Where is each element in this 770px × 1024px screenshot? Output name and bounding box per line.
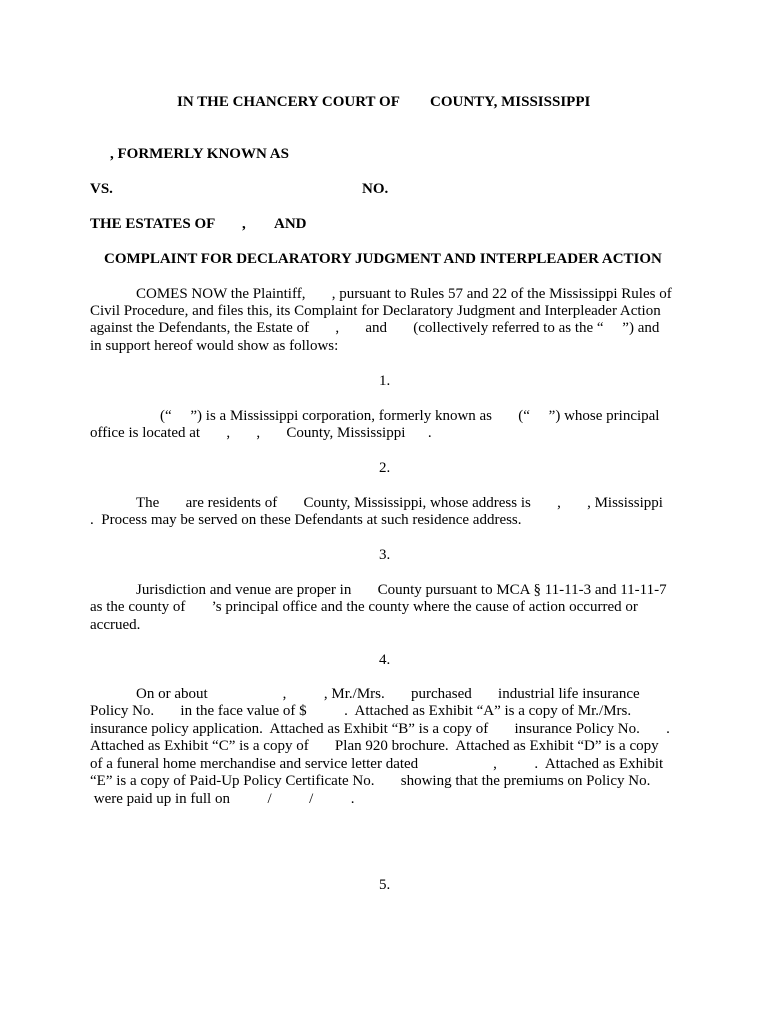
paragraph-number: 5. (379, 877, 391, 893)
paragraph-number: 1. (379, 373, 391, 389)
paragraph-line: The are residents of County, Mississippi, whose address is , , Mississippi (136, 495, 663, 511)
paragraph-number: 4. (379, 652, 391, 668)
paragraph-line: (“ ”) is a Mississippi corporation, formerly known as (“ ”) whose principal (160, 408, 660, 424)
paragraph-line: On or about , , Mr./Mrs. purchased industrial life insurance (136, 686, 640, 702)
intro-line: in support hereof would show as follows: (90, 338, 339, 354)
paragraph-line: Policy No. in the face value of $ . Attached as Exhibit “A” is a copy of Mr./Mrs. (90, 703, 632, 719)
defendants-estates: THE ESTATES OF (90, 216, 216, 232)
paragraph-number: 3. (379, 547, 391, 563)
paragraph-line: . Process may be served on these Defendants at such residence address. (90, 512, 522, 528)
paragraph-line: as the county of ’s principal office and the county where the cause of action occurred or (90, 599, 638, 615)
county-heading: COUNTY, MISSISSIPPI (430, 94, 591, 110)
paragraph-line: insurance policy application. Attached as Exhibit “B” is a copy of insurance Policy No. . (90, 721, 670, 737)
paragraph-line: “E” is a copy of Paid-Up Policy Certificate No. showing that the premiums on Policy No. (90, 773, 651, 789)
case-number-label: NO. (362, 181, 389, 197)
paragraph-number: 2. (379, 460, 391, 476)
paragraph-line: office is located at , , County, Mississippi . (90, 425, 432, 441)
intro-line: COMES NOW the Plaintiff, , pursuant to Rules 57 and 22 of the Mississippi Rules of (136, 286, 672, 302)
paragraph-line: were paid up in full on / / . (90, 791, 355, 807)
complaint-title: COMPLAINT FOR DECLARATORY JUDGMENT AND INTERPLEADER ACTION (104, 251, 662, 267)
paragraph-line: Attached as Exhibit “C” is a copy of Plan 920 brochure. Attached as Exhibit “D” is a copy (90, 738, 659, 754)
defendants-and: AND (274, 216, 307, 232)
plaintiff-fka: , FORMERLY KNOWN AS (110, 146, 289, 162)
paragraph-line: of a funeral home merchandise and service letter dated , . Attached as Exhibit (90, 756, 664, 772)
intro-line: against the Defendants, the Estate of , and (collectively referred to as the “ ”) and (90, 320, 660, 336)
court-heading: IN THE CHANCERY COURT OF (177, 94, 400, 110)
defendants-comma: , (242, 216, 246, 232)
intro-line: Civil Procedure, and files this, its Complaint for Declaratory Judgment and Interpleader Action (90, 303, 661, 319)
paragraph-line: Jurisdiction and venue are proper in County pursuant to MCA § 11-11-3 and 11-11-7 (136, 582, 667, 598)
paragraph-line: accrued. (90, 617, 141, 633)
versus-label: VS. (90, 181, 113, 197)
